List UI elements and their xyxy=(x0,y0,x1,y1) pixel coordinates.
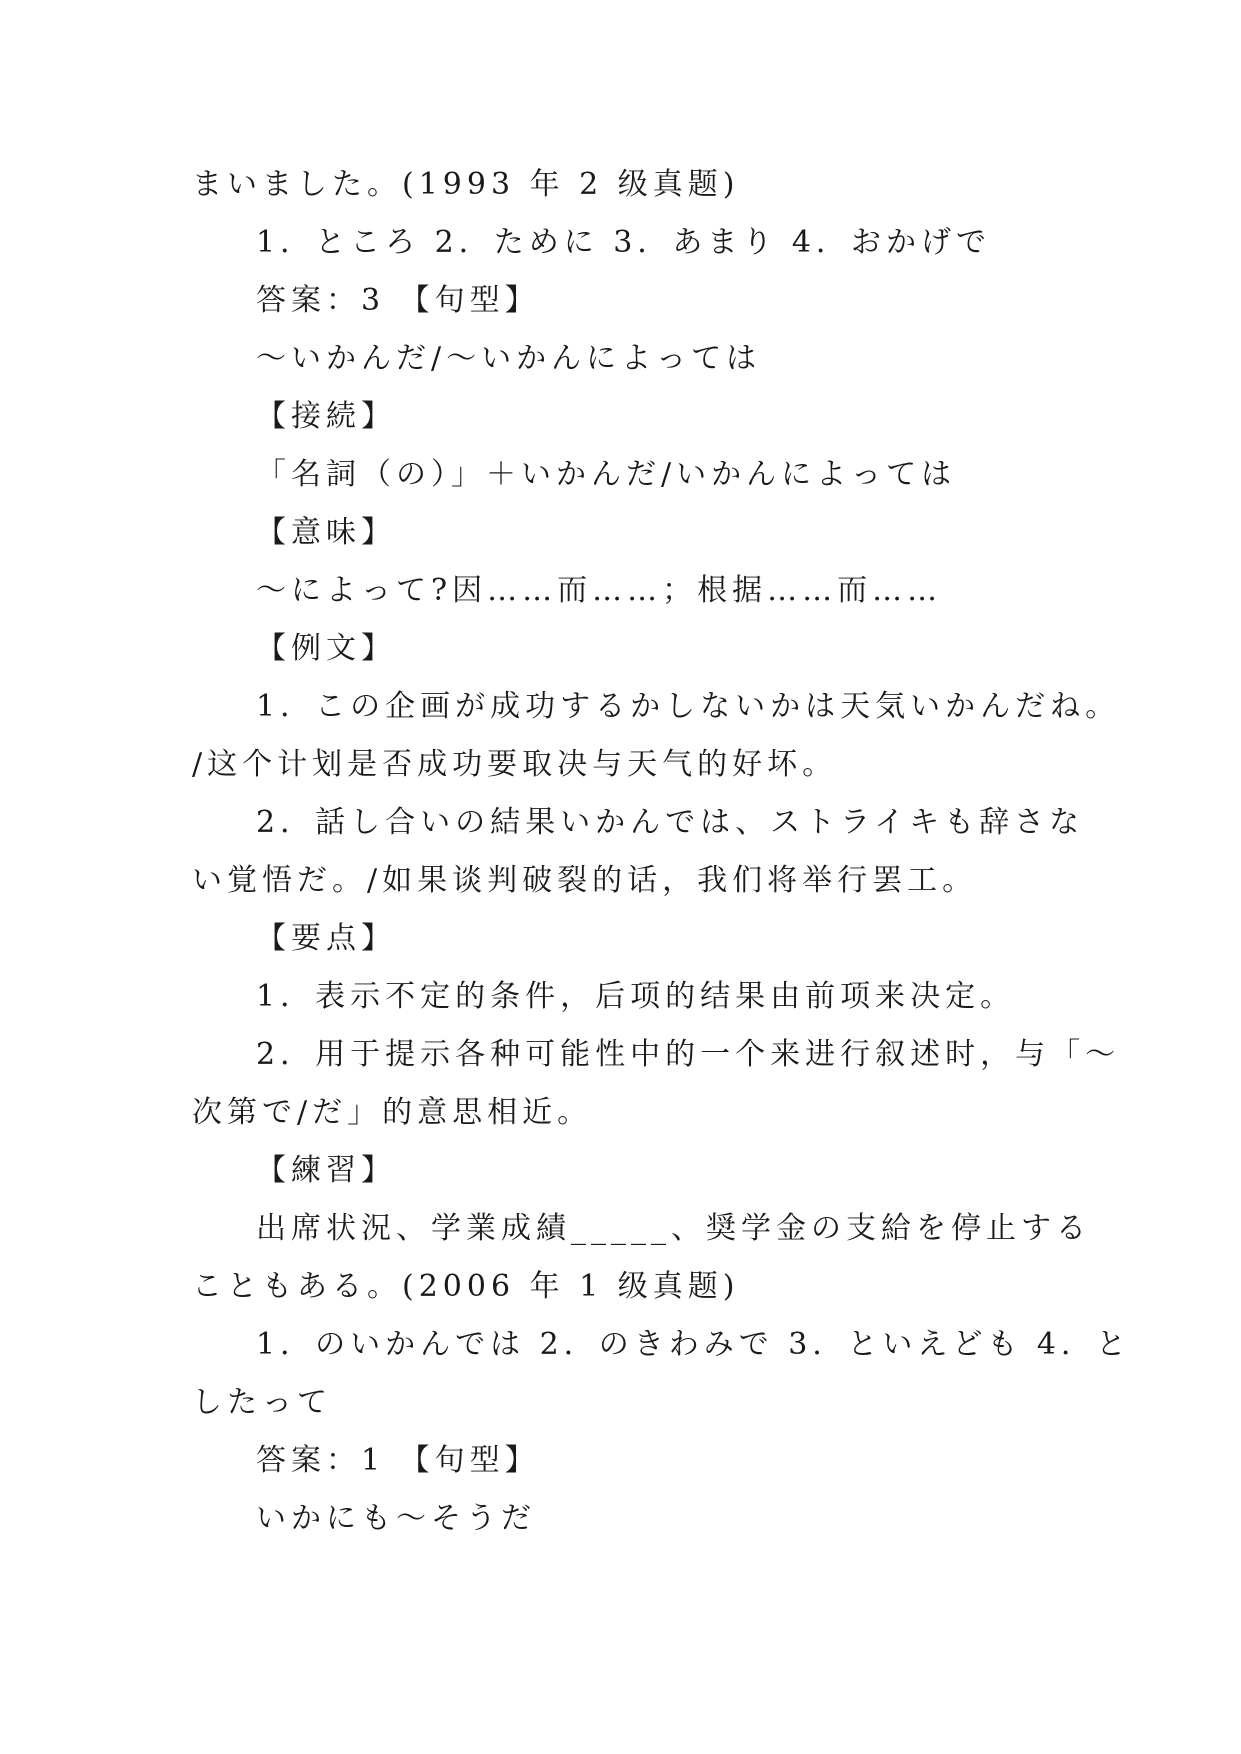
section-heading-meaning: 【意味】 xyxy=(256,515,396,550)
option-list: 1．のいかんでは 2．のきわみで 3．といえども 4．と xyxy=(256,1327,1131,1362)
example-line: 2．話し合いの結果いかんでは、ストライキも辞さな xyxy=(256,805,1085,840)
key-point-line: 2．用于提示各种可能性中的一个来进行叙述时，与「～ xyxy=(256,1037,1121,1072)
example-line: /这个计划是否成功要取决与天气的好坏。 xyxy=(192,747,838,782)
section-heading-key-points: 【要点】 xyxy=(256,921,396,956)
option-list: したって xyxy=(192,1385,332,1420)
example-line: い覚悟だ。/如果谈判破裂的话，我们将举行罢工。 xyxy=(192,863,978,898)
answer-line: 答案：3 【句型】 xyxy=(256,283,540,318)
practice-line: こともある。(2006 年 1 级真题) xyxy=(192,1269,740,1304)
key-point-line: 1．表示不定的条件，后项的结果由前项来决定。 xyxy=(256,979,1016,1014)
pattern-line: ～いかんだ/～いかんによっては xyxy=(256,341,762,376)
practice-line: 出席状況、学業成績_____、奨学金の支給を停止する xyxy=(256,1211,1091,1246)
section-heading-connection: 【接続】 xyxy=(256,399,396,434)
key-point-line: 次第で/だ」的意思相近。 xyxy=(192,1095,593,1130)
connection-line: 「名詞（の）」＋いかんだ/いかんによっては xyxy=(256,457,957,492)
section-heading-practice: 【練習】 xyxy=(256,1153,396,1188)
answer-line: 答案：1 【句型】 xyxy=(256,1443,540,1478)
example-line: 1．この企画が成功するかしないかは天気いかんだね。 xyxy=(256,689,1121,724)
text-line: まいました。(1993 年 2 级真题) xyxy=(192,167,740,202)
section-heading-examples: 【例文】 xyxy=(256,631,396,666)
pattern-line: いかにも～そうだ xyxy=(256,1501,536,1536)
option-list: 1．ところ 2．ために 3．あまり 4．おかげで xyxy=(256,225,991,260)
meaning-line: ～によって?因……而……；根据……而…… xyxy=(256,573,943,608)
